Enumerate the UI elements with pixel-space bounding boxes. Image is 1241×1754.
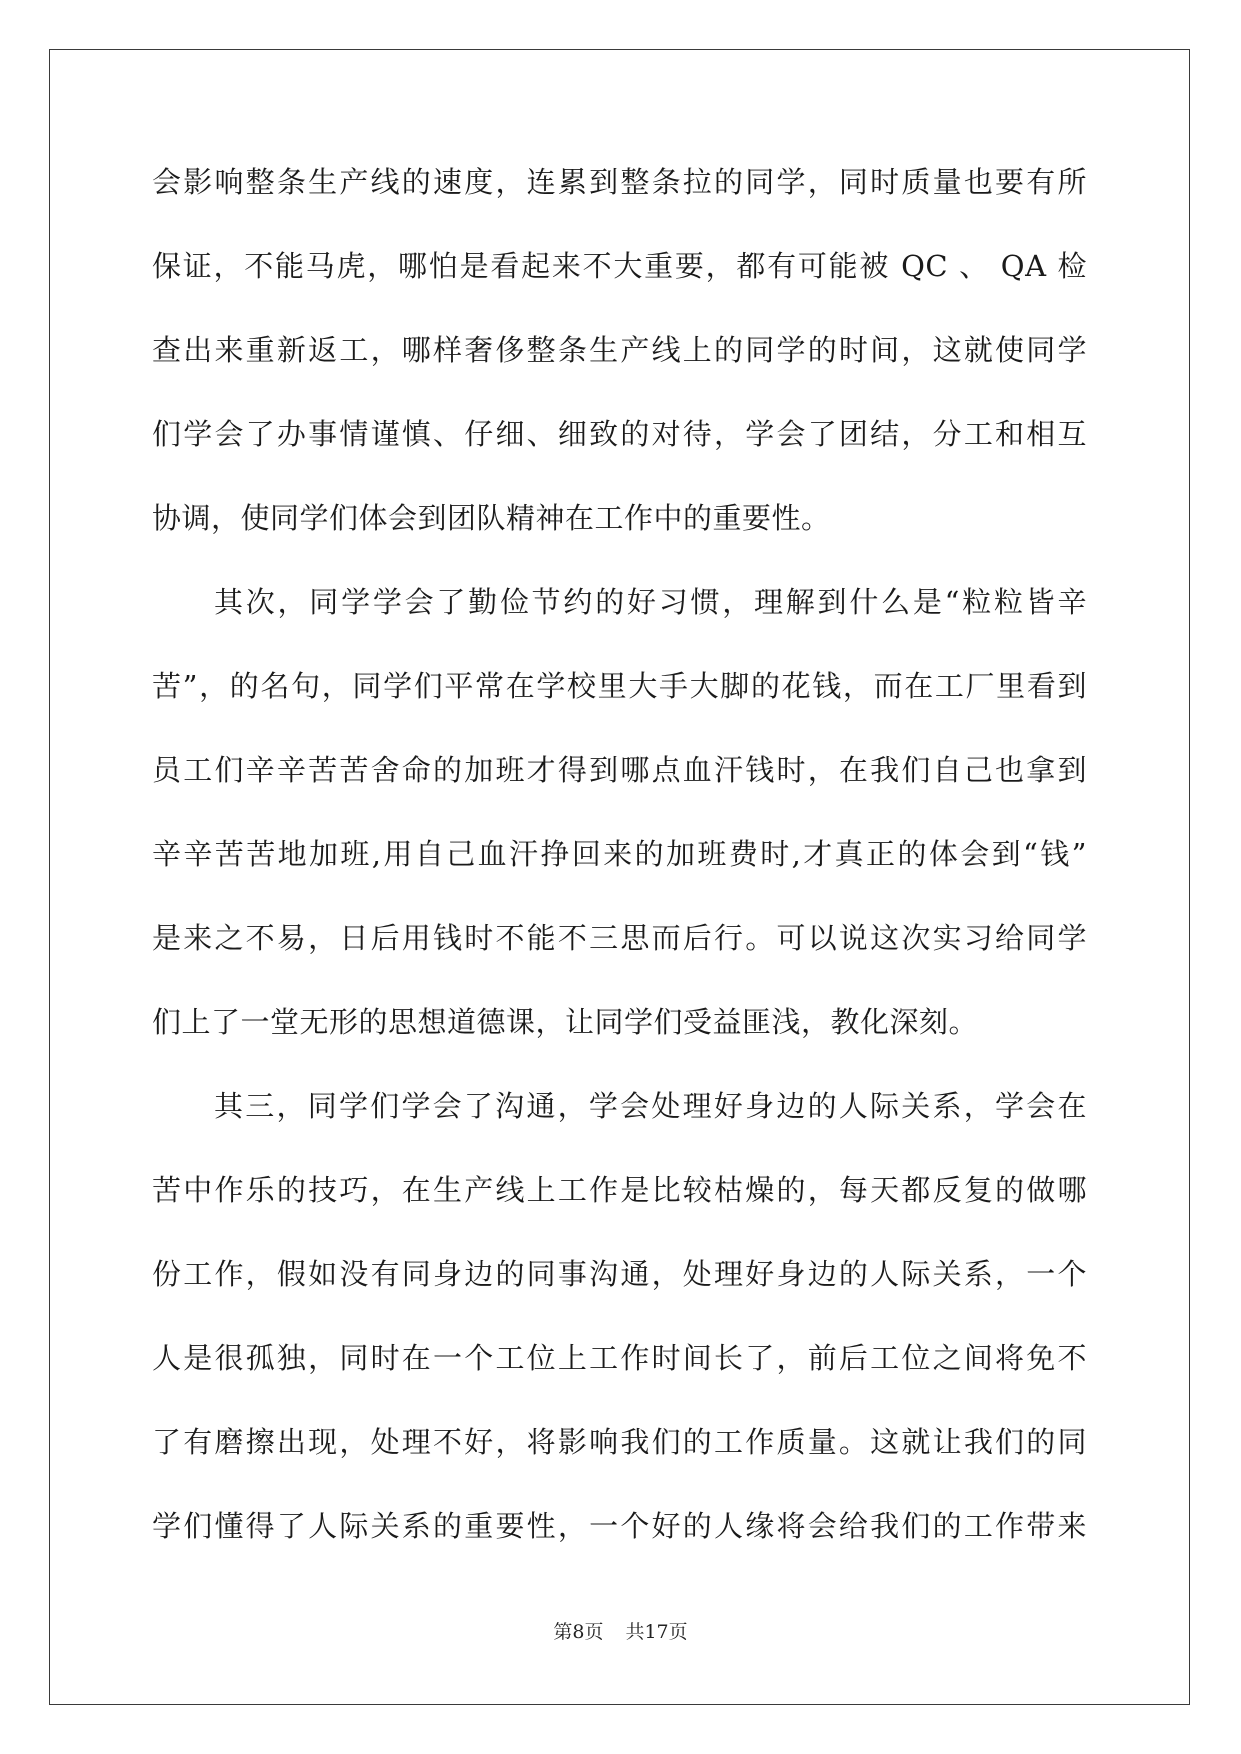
page-total: 共17页 bbox=[625, 1621, 688, 1643]
text-line: 其次，同学学会了勤俭节约的好习惯，理解到什么是“粒粒皆辛 bbox=[214, 585, 1087, 619]
text-line: 协调，使同学们体会到团队精神在工作中的重要性。 bbox=[152, 501, 831, 535]
text-line: 苦”，的名句，同学们平常在学校里大手大脚的花钱，而在工厂里看到 bbox=[152, 669, 1087, 703]
page-number: 第8页 bbox=[553, 1621, 604, 1643]
text-line: 其三，同学们学会了沟通，学会处理好身边的人际关系，学会在 bbox=[214, 1089, 1087, 1123]
text-line: 查出来重新返工，哪样奢侈整条生产线上的同学的时间，这就使同学 bbox=[152, 333, 1087, 367]
text-line: 保证，不能马虎，哪怕是看起来不大重要，都有可能被 QC 、 QA 检 bbox=[152, 249, 1087, 283]
text-line: 苦中作乐的技巧，在生产线上工作是比较枯燥的，每天都反复的做哪 bbox=[152, 1173, 1087, 1207]
text-line: 了有磨擦出现，处理不好，将影响我们的工作质量。这就让我们的同 bbox=[152, 1425, 1087, 1459]
page-footer bbox=[0, 1617, 1241, 1644]
text-line: 辛辛苦苦地加班,用自己血汗挣回来的加班费时,才真正的体会到“钱” bbox=[152, 837, 1087, 871]
text-line: 人是很孤独，同时在一个工位上工作时间长了，前后工位之间将免不 bbox=[152, 1341, 1087, 1375]
text-line: 们上了一堂无形的思想道德课，让同学们受益匪浅，教化深刻。 bbox=[152, 1005, 979, 1039]
text-line: 份工作，假如没有同身边的同事沟通，处理好身边的人际关系，一个 bbox=[152, 1257, 1087, 1291]
text-line: 们学会了办事情谨慎、仔细、细致的对待，学会了团结，分工和相互 bbox=[152, 417, 1087, 451]
text-line: 员工们辛辛苦苦舍命的加班才得到哪点血汗钱时，在我们自己也拿到 bbox=[152, 753, 1087, 787]
text-line: 是来之不易，日后用钱时不能不三思而后行。可以说这次实习给同学 bbox=[152, 921, 1087, 955]
document-body bbox=[152, 152, 1087, 1580]
text-line: 学们懂得了人际关系的重要性，一个好的人缘将会给我们的工作带来 bbox=[152, 1509, 1087, 1543]
text-line: 会影响整条生产线的速度，连累到整条拉的同学，同时质量也要有所 bbox=[152, 165, 1087, 199]
